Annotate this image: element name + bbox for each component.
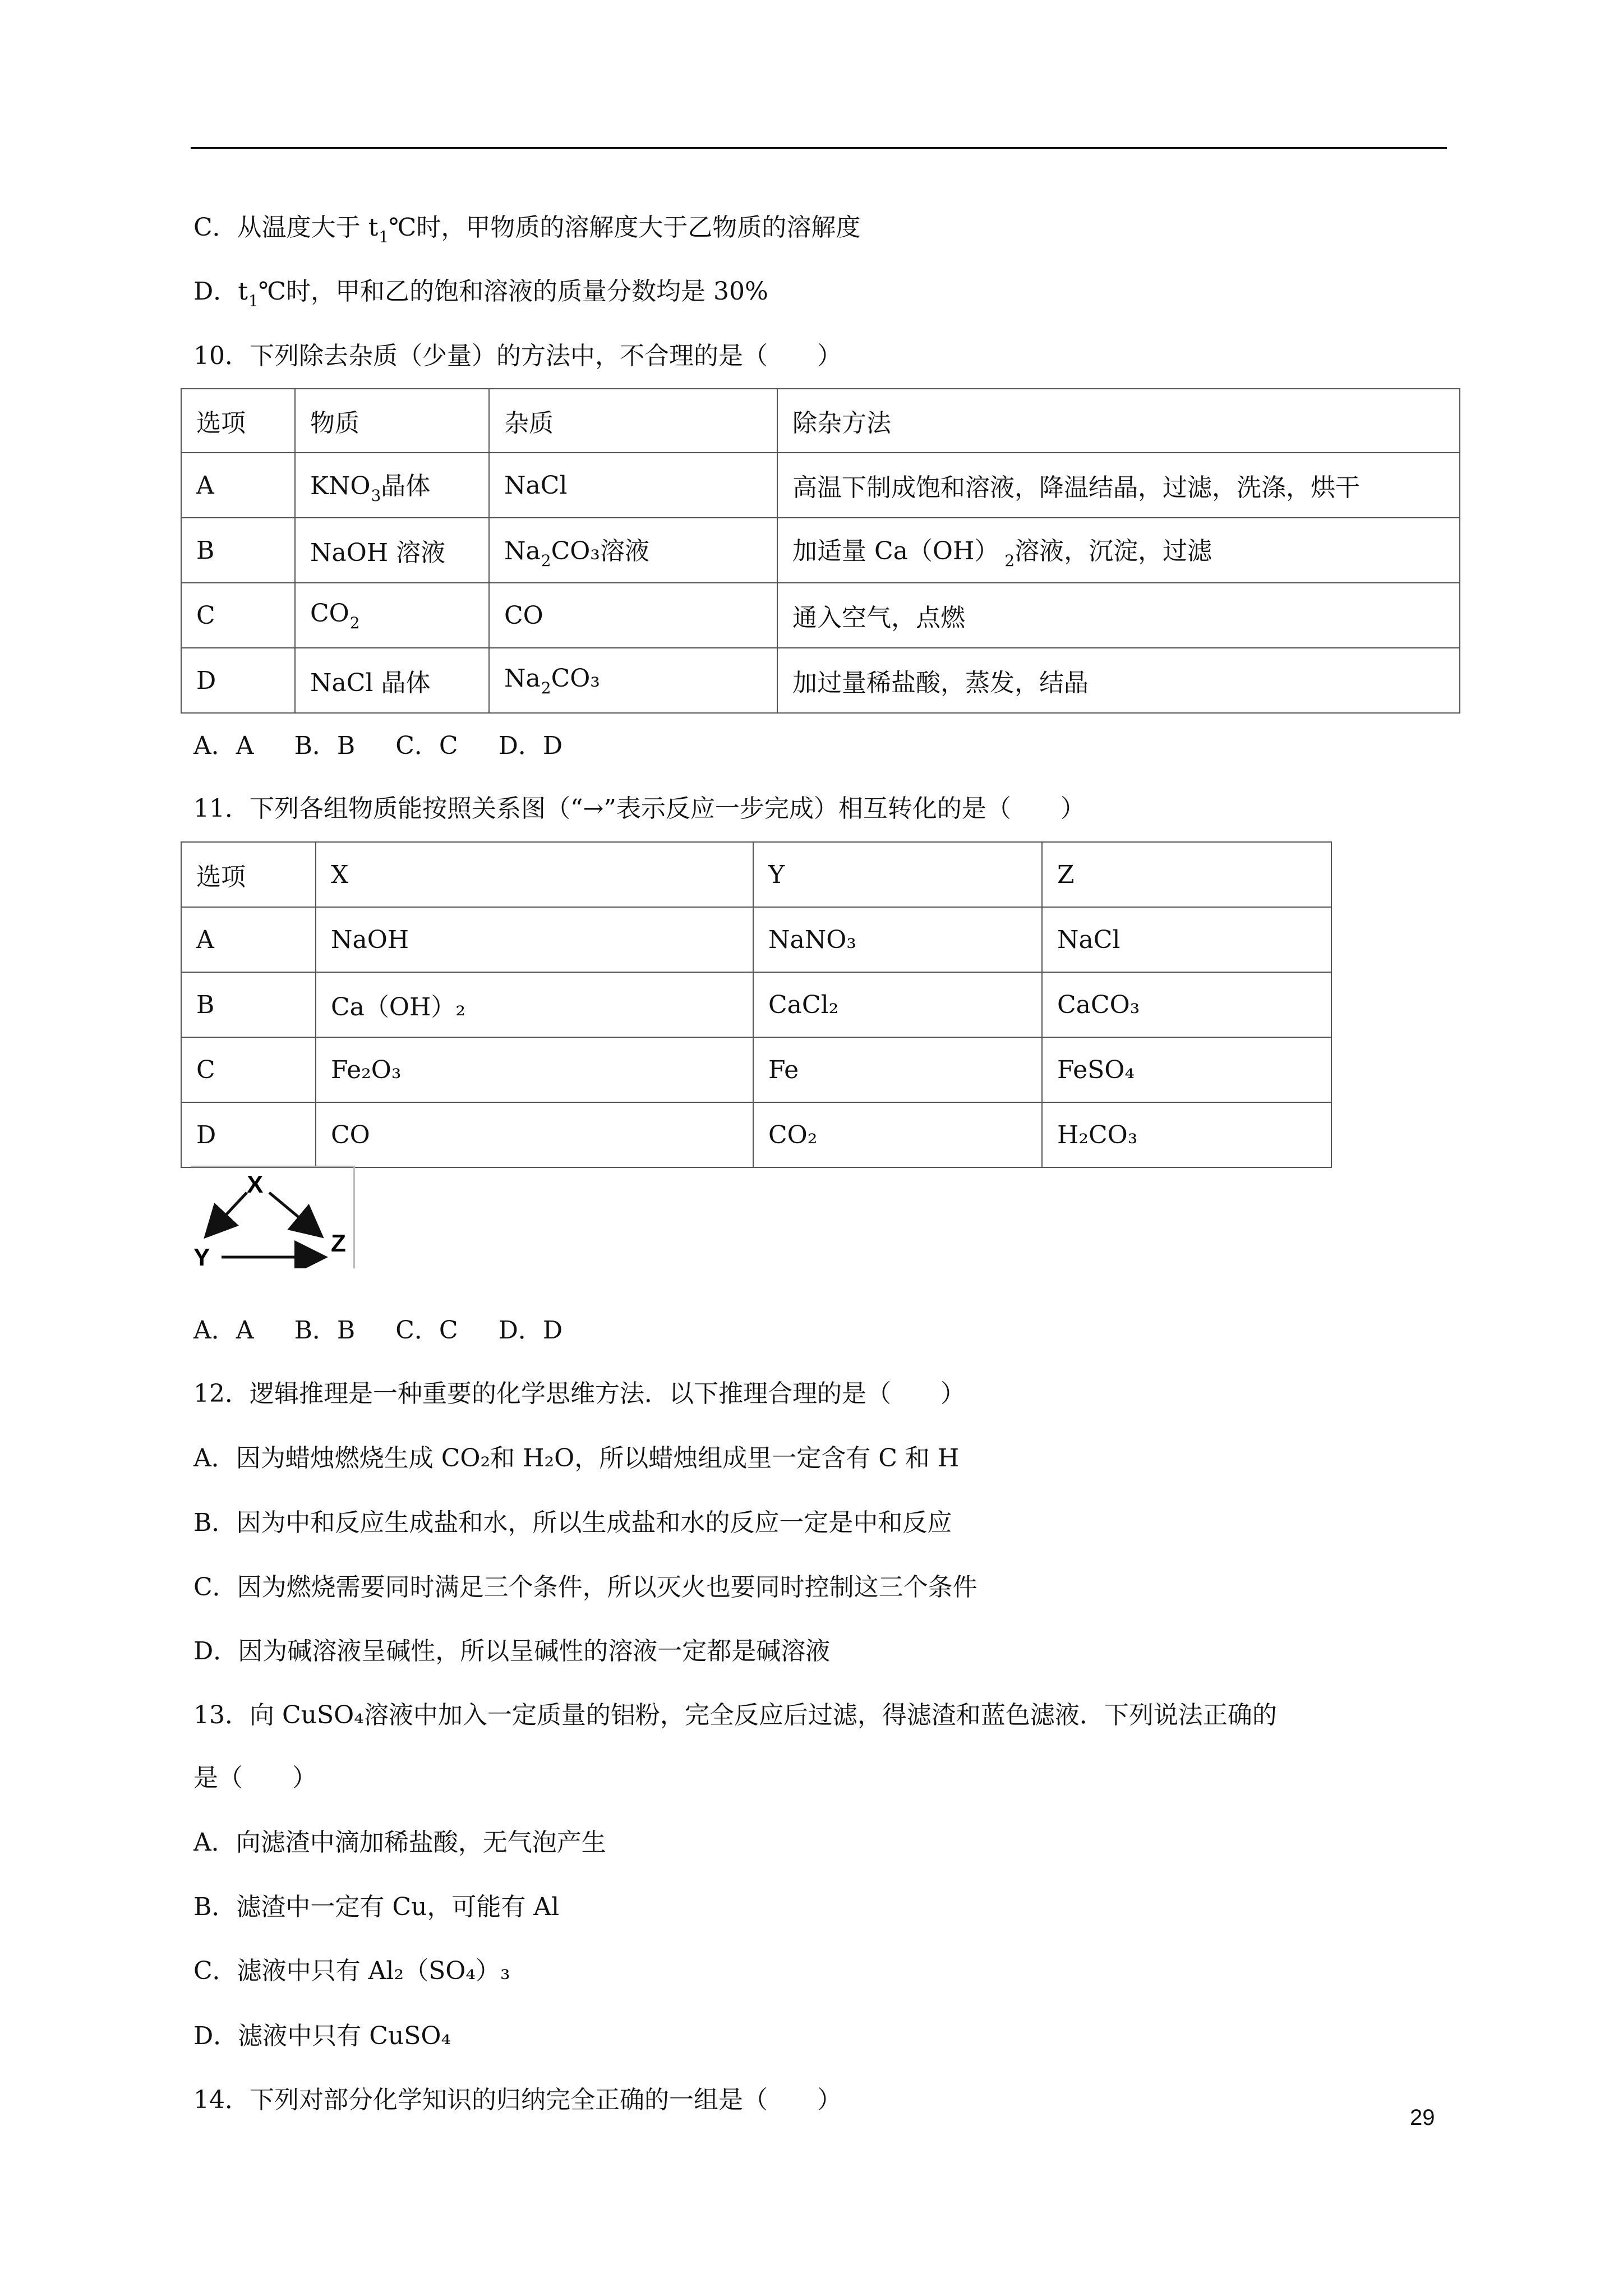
- substance-cell: $CO_2$: [295, 583, 489, 648]
- x-cell: CO: [316, 1102, 753, 1167]
- page-number: 29: [1410, 2105, 1435, 2130]
- answer-a: A．A: [193, 731, 254, 760]
- q13-option-d: D．滤液中只有 CuSO₄: [193, 2022, 451, 2050]
- option-cell: A: [181, 453, 295, 518]
- table-row: [181, 518, 1460, 583]
- q10-table: [181, 388, 1460, 714]
- header-cell: Y: [753, 842, 1042, 907]
- relation-diagram: [191, 1166, 355, 1268]
- answer-d: D．D: [498, 1316, 563, 1345]
- y-cell: CaCl₂: [753, 972, 1042, 1037]
- impurity-cell: CO: [489, 583, 777, 648]
- q11-stem: 11．下列各组物质能按照关系图（“→”表示反应一步完成）相互转化的是（ ）: [193, 794, 1085, 823]
- y-cell: NaNO₃: [753, 907, 1042, 972]
- q12-option-b: B．因为中和反应生成盐和水，所以生成盐和水的反应一定是中和反应: [193, 1508, 952, 1537]
- option-cell: A: [181, 907, 316, 972]
- header-cell: Z: [1042, 842, 1331, 907]
- q12-option-c: C．因为燃烧需要同时满足三个条件，所以灭火也要同时控制这三个条件: [193, 1573, 978, 1602]
- table-row: [181, 907, 1331, 972]
- y-cell: CO₂: [753, 1102, 1042, 1167]
- method-cell: 加过量稀盐酸，蒸发，结晶: [777, 648, 1460, 713]
- substance-cell: NaCl 晶体: [295, 648, 489, 713]
- table-row: [181, 972, 1331, 1037]
- answer-a: A．A: [193, 1316, 254, 1345]
- answer-b: B．B: [294, 1316, 356, 1345]
- table-row: [181, 583, 1460, 648]
- q12-option-d: D．因为碱溶液呈碱性，所以呈碱性的溶液一定都是碱溶液: [193, 1637, 831, 1665]
- q13-option-b: B．滤渣中一定有 Cu，可能有 Al: [193, 1893, 560, 1921]
- q12-stem: 12．逻辑推理是一种重要的化学思维方法．以下推理合理的是（ ）: [193, 1379, 965, 1408]
- arrow-x-to-y: [208, 1193, 247, 1235]
- q11-table: [181, 841, 1332, 1168]
- option-cell: C: [181, 1037, 316, 1102]
- z-cell: H₂CO₃: [1042, 1102, 1331, 1167]
- impurity-cell: $Na_2CO_3$: [489, 648, 777, 713]
- option-c-line: C．从温度大于 $t_1℃$时，甲物质的溶解度大于乙物质的溶解度: [193, 213, 861, 246]
- header-rule: [191, 147, 1447, 149]
- z-cell: FeSO₄: [1042, 1037, 1331, 1102]
- q13-option-a: A．向滤渣中滴加稀盐酸，无气泡产生: [193, 1828, 606, 1857]
- table-row: [181, 648, 1460, 713]
- x-cell: Fe₂O₃: [316, 1037, 753, 1102]
- option-d-line: D．$t_1℃$时，甲和乙的饱和溶液的质量分数均是 30%: [193, 277, 768, 310]
- table-header-row: [181, 842, 1331, 907]
- method-cell: 高温下制成饱和溶液，降温结晶，过滤，洗涤，烘干: [777, 453, 1460, 518]
- method-cell: 加适量 Ca（OH） $_2$溶液，沉淀，过滤: [777, 518, 1460, 583]
- option-cell: D: [181, 1102, 316, 1167]
- impurity-cell: NaCl: [489, 453, 777, 518]
- x-cell: Ca（OH）₂: [316, 972, 753, 1037]
- node-z: Z: [331, 1230, 346, 1257]
- substance-cell: NaOH 溶液: [295, 518, 489, 583]
- header-cell: 除杂方法: [777, 389, 1460, 453]
- z-cell: CaCO₃: [1042, 972, 1331, 1037]
- x-cell: NaOH: [316, 907, 753, 972]
- option-cell: C: [181, 583, 295, 648]
- answer-d: D．D: [498, 731, 563, 760]
- answer-c: C．C: [395, 731, 458, 760]
- option-cell: B: [181, 518, 295, 583]
- node-y: Y: [193, 1244, 210, 1268]
- impurity-cell: $Na_2CO_3$溶液: [489, 518, 777, 583]
- substance-cell: $KNO_3$晶体: [295, 453, 489, 518]
- y-cell: Fe: [753, 1037, 1042, 1102]
- table-row: [181, 453, 1460, 518]
- answer-b: B．B: [294, 731, 356, 760]
- q13-stem-line1: 13．向 CuSO₄溶液中加入一定质量的铝粉，完全反应后过滤，得滤渣和蓝色滤液．下列说法正确的: [193, 1701, 1277, 1729]
- node-x: X: [247, 1171, 264, 1198]
- option-cell: D: [181, 648, 295, 713]
- table-row: [181, 1102, 1331, 1167]
- q10-answers: [193, 729, 603, 763]
- q13-option-c: C．滤液中只有 Al₂（SO₄）₃: [193, 1957, 510, 1985]
- header-cell: 选项: [181, 842, 316, 907]
- z-cell: NaCl: [1042, 907, 1331, 972]
- option-cell: B: [181, 972, 316, 1037]
- table-header-row: [181, 389, 1460, 453]
- q12-option-a: A．因为蜡烛燃烧生成 CO₂和 H₂O，所以蜡烛组成里一定含有 C 和 H: [193, 1444, 960, 1473]
- header-cell: X: [316, 842, 753, 907]
- table-row: [181, 1037, 1331, 1102]
- header-cell: 杂质: [489, 389, 777, 453]
- q11-answers: [193, 1314, 603, 1347]
- q14-stem: 14．下列对部分化学知识的归纳完全正确的一组是（ ）: [193, 2086, 842, 2114]
- answer-c: C．C: [395, 1316, 458, 1345]
- method-cell: 通入空气，点燃: [777, 583, 1460, 648]
- header-cell: 选项: [181, 389, 295, 453]
- header-cell: 物质: [295, 389, 489, 453]
- q10-stem: 10．下列除去杂质（少量）的方法中，不合理的是（ ）: [193, 342, 842, 370]
- arrow-x-to-z: [269, 1193, 320, 1235]
- q13-stem-line2: 是（ ）: [193, 1764, 317, 1792]
- relation-diagram-svg: [191, 1167, 353, 1268]
